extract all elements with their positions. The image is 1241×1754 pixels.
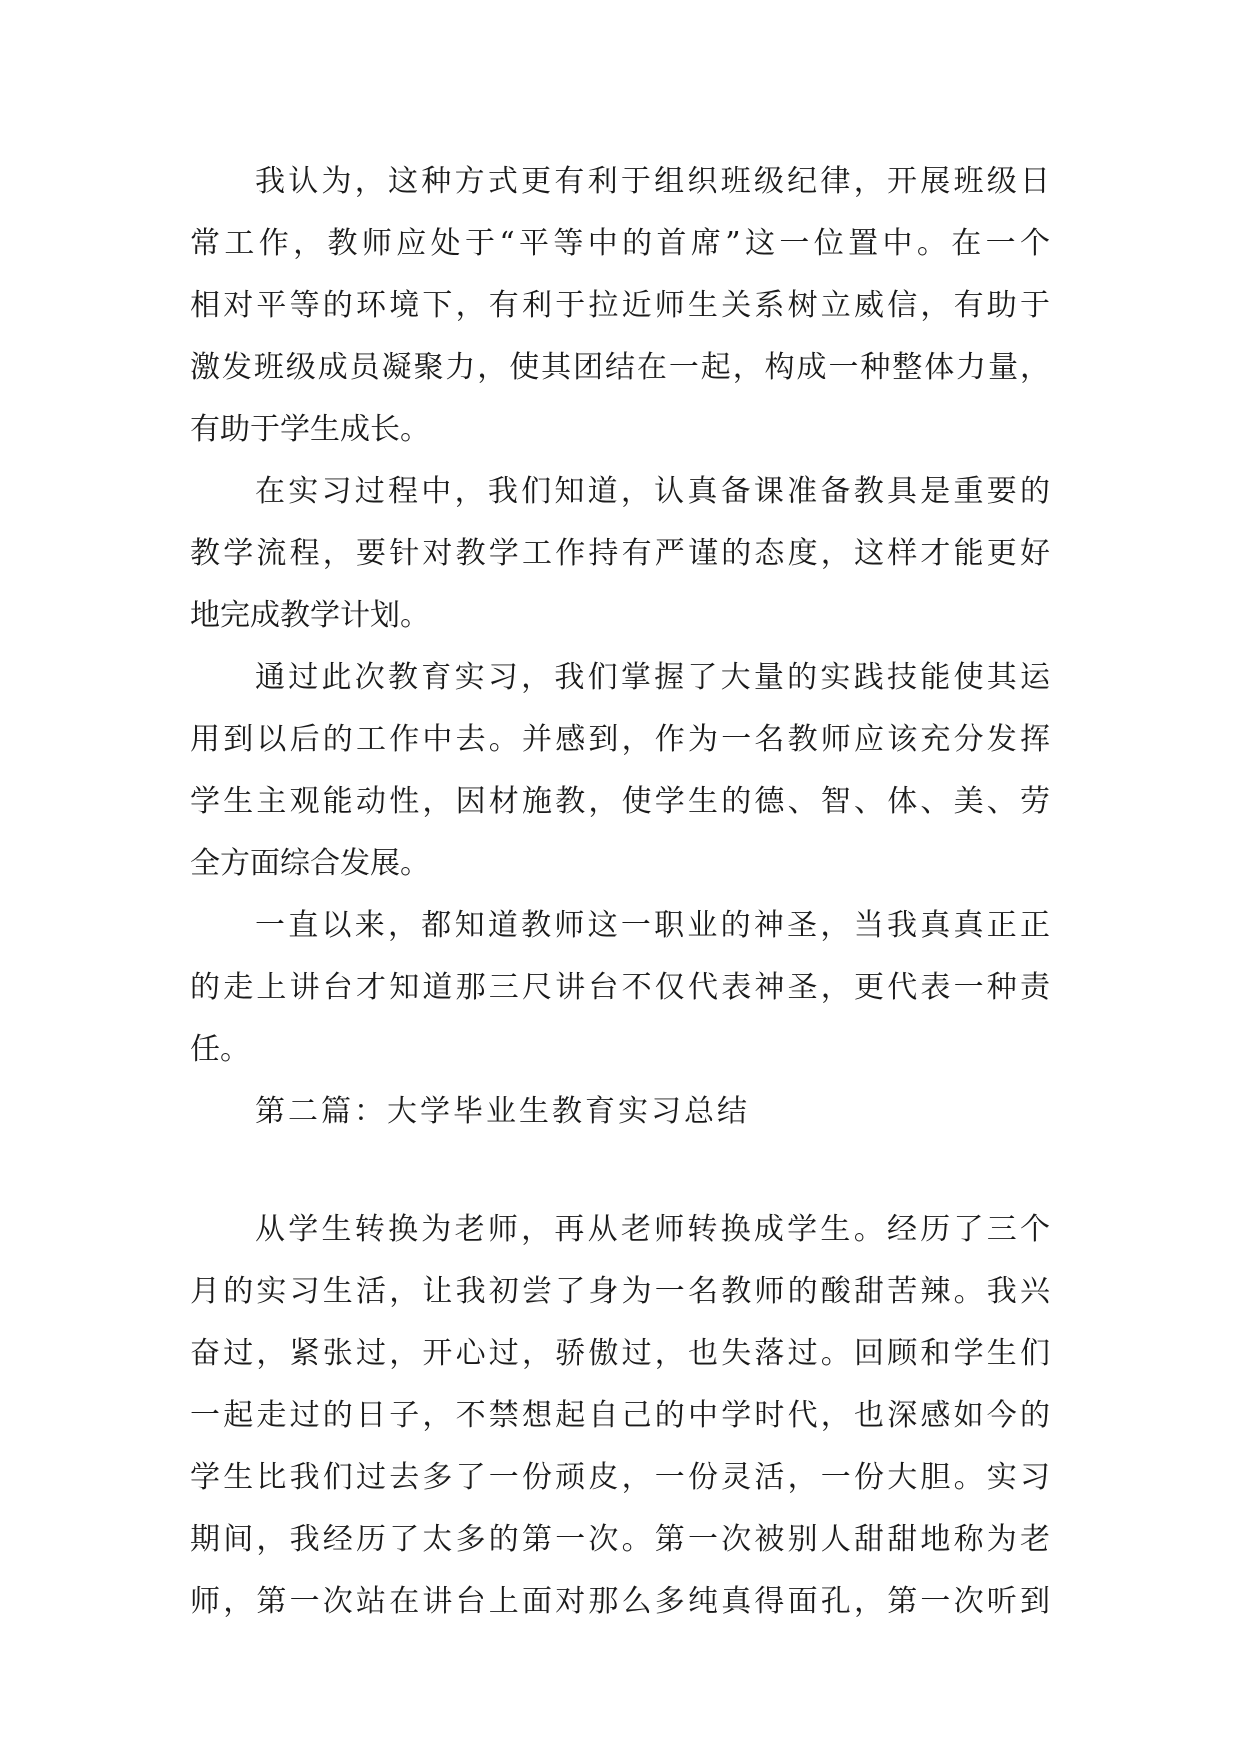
text-line: 一起走过的日子，不禁想起自己的中学时代，也深感如今的 — [190, 1398, 1050, 1433]
text-line: 奋过，紧张过，开心过，骄傲过，也失落过。回顾和学生们 — [190, 1336, 1050, 1371]
text-line: 相对平等的环境下，有利于拉近师生关系树立威信，有助于 — [190, 288, 1050, 323]
text-line: 地完成教学计划。 — [190, 598, 430, 633]
text-line: 我认为，这种方式更有利于组织班级纪律，开展班级日 — [255, 164, 1050, 199]
text-line: 全方面综合发展。 — [190, 846, 430, 881]
section-heading: 第二篇：大学毕业生教育实习总结 — [255, 1094, 750, 1129]
text-line: 学生比我们过去多了一份顽皮，一份灵活，一份大胆。实习 — [190, 1460, 1050, 1495]
text-line: 月的实习生活，让我初尝了身为一名教师的酸甜苦辣。我兴 — [190, 1274, 1050, 1309]
text-line: 教学流程，要针对教学工作持有严谨的态度，这样才能更好 — [190, 536, 1050, 571]
text-line: 有助于学生成长。 — [190, 412, 430, 447]
text-line: 在实习过程中，我们知道，认真备课准备教具是重要的 — [255, 474, 1050, 509]
text-line: 激发班级成员凝聚力，使其团结在一起，构成一种整体力量， — [190, 350, 1050, 385]
text-line: 师，第一次站在讲台上面对那么多纯真得面孔，第一次听到 — [190, 1584, 1050, 1619]
text-line: 期间，我经历了太多的第一次。第一次被别人甜甜地称为老 — [190, 1522, 1050, 1557]
text-line: 从学生转换为老师，再从老师转换成学生。经历了三个 — [255, 1212, 1050, 1247]
text-line: 一直以来，都知道教师这一职业的神圣，当我真真正正 — [255, 908, 1050, 943]
text-line: 常工作，教师应处于“平等中的首席”这一位置中。在一个 — [190, 226, 1050, 261]
text-line: 学生主观能动性，因材施教，使学生的德、智、体、美、劳 — [190, 784, 1050, 819]
text-line: 的走上讲台才知道那三尺讲台不仅代表神圣，更代表一种责 — [190, 970, 1050, 1005]
text-line: 通过此次教育实习，我们掌握了大量的实践技能使其运 — [255, 660, 1050, 695]
text-line: 任。 — [190, 1032, 250, 1067]
text-line: 用到以后的工作中去。并感到，作为一名教师应该充分发挥 — [190, 722, 1050, 757]
